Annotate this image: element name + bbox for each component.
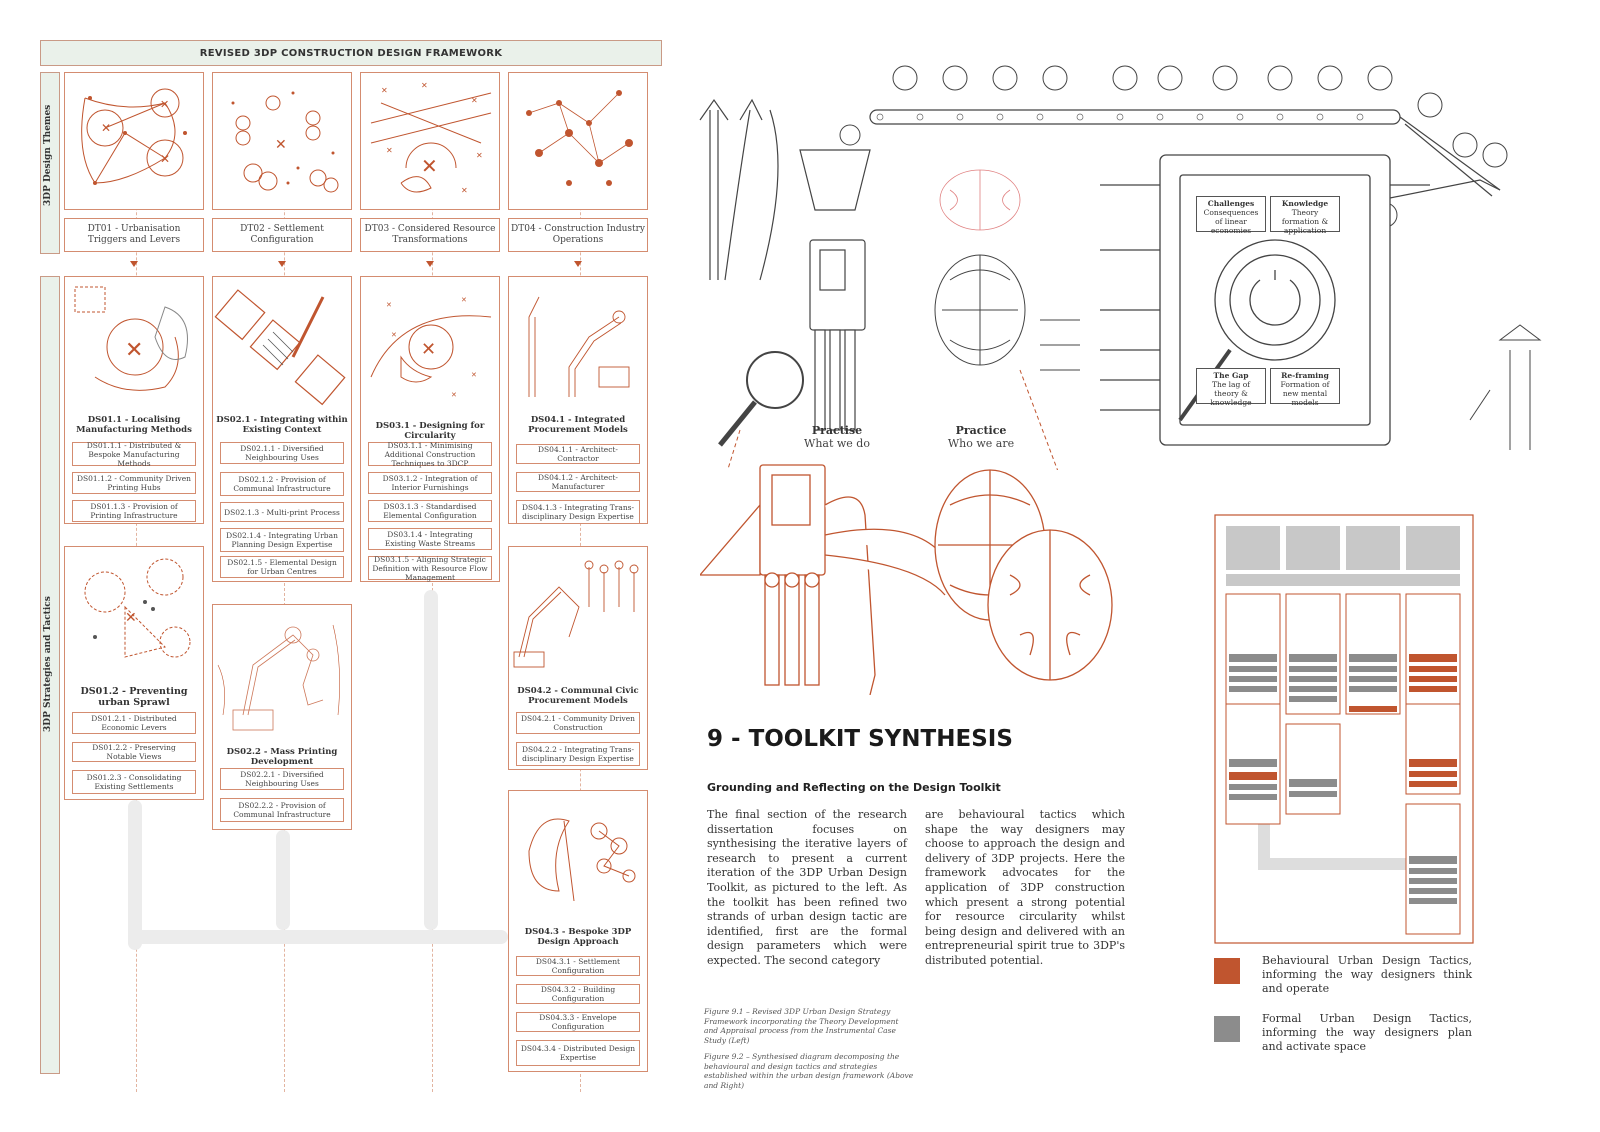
- tactic-item: DS02.1.3 - Multi-print Process: [220, 502, 344, 522]
- practise-what-label: [782, 424, 892, 450]
- svg-text:✕: ✕: [451, 391, 457, 399]
- svg-text:✕: ✕: [386, 146, 393, 155]
- tactic-item: DS02.2.1 - Diversified Neighbouring Uses: [220, 768, 344, 790]
- reframing-title: Re-framing: [1281, 371, 1329, 380]
- tactic-item: DS01.1.2 - Community Driven Printing Hubs: [72, 472, 196, 494]
- tactic-item: DS02.1.1 - Diversified Neighbouring Uses: [220, 442, 344, 464]
- tactics-matrix-diagram: [1214, 514, 1474, 944]
- section-title: 9 - TOOLKIT SYNTHESIS: [707, 726, 1013, 752]
- svg-text:✕: ✕: [101, 121, 112, 135]
- challenges-text: Consequences of linear economies: [1203, 208, 1259, 235]
- svg-text:✕: ✕: [160, 98, 170, 111]
- strategy-illustration: [509, 277, 647, 413]
- theme-illustration-dt02: [212, 72, 352, 210]
- strategies-band-label: 3DP Strategies and Tactics: [43, 596, 53, 732]
- strategy-illustration: [65, 277, 203, 413]
- strategy-card-ds04-2: [508, 546, 648, 770]
- reframing-box: [1270, 368, 1340, 407]
- figure-caption-2: Figure 9.2 – Synthesised diagram decomposing the behavioural and design tactics and strategies established within the urban design framework (Above and Right): [704, 1052, 914, 1090]
- arrow-down-icon: [426, 261, 434, 267]
- practise-who-title: Practice: [955, 424, 1007, 437]
- strategy-illustration: [65, 547, 203, 683]
- strategy-title: DS02.2 - Mass Printing Development: [226, 747, 338, 767]
- toolkit-machine-illustration: [680, 50, 1560, 470]
- tactic-item: DS03.1.4 - Integrating Existing Waste Streams: [368, 528, 492, 550]
- legend-behavioural-swatch: [1214, 958, 1240, 984]
- gap-title: The Gap: [1213, 371, 1249, 380]
- tactic-item: DS01.2.2 - Preserving Notable Views: [72, 742, 196, 762]
- tactic-item: DS03.1.5 - Aligning Strategic Definition with Resource Flow Management: [368, 556, 492, 580]
- theme-illustration-dt04: [508, 72, 648, 210]
- tactic-item: DS03.1.3 - Standardised Elemental Configuration: [368, 500, 492, 522]
- strategy-title: DS04.2 - Communal Civic Procurement Models: [517, 686, 639, 706]
- reframing-text: Formation of new mental models: [1280, 380, 1330, 407]
- theme-label-dt02: DT02 - Settlement Configuration: [212, 218, 352, 252]
- strategy-title: DS01.2 - Preventing urban Sprawl: [80, 686, 188, 708]
- tactic-item: DS04.2.2 - Integrating Trans-disciplinary Design Expertise: [516, 742, 640, 766]
- theme-label-dt03: DT03 - Considered Resource Transformations: [360, 218, 500, 252]
- body-paragraph-2: are behavioural tactics which shape the way designers may choose to approach the design and delivery of 3DP projects. Here the framework advocates for the application of 3DP construction which present a strong potential for resource circularity whilst being design and delivered with an entrepreneurial spirit true to 3DP's distributed potential.: [925, 808, 1125, 967]
- strategy-title: DS03.1 - Designing for Circularity: [375, 421, 485, 441]
- svg-text:✕: ✕: [476, 151, 483, 160]
- tactic-item: DS04.3.2 - Building Configuration: [516, 984, 640, 1004]
- challenges-title: Challenges: [1207, 199, 1255, 208]
- strategy-card-ds02-2: [212, 604, 352, 830]
- tactic-item: DS01.1.3 - Provision of Printing Infrastructure: [72, 500, 196, 522]
- figure-caption-1: Figure 9.1 – Revised 3DP Urban Design Strategy Framework incorporating the Theory Development and Appraisal process from the Instrumental Case Study (Left): [704, 1007, 899, 1045]
- practise-who-label: [926, 424, 1036, 450]
- practise-what-sub: What we do: [804, 437, 870, 450]
- body-paragraph-1: The final section of the research dissertation focuses on synthesising the iterative layers of research to present a current iteration of the 3DP Urban Design Toolkit, as pictured to the left. As the toolkit has been refined two strands of urban design tactic are identified, first are the formal design parameters which were expected. The second category: [707, 808, 907, 967]
- tactic-item: DS04.2.1 - Community Driven Construction: [516, 712, 640, 734]
- theme-label-dt01: DT01 - Urbanisation Triggers and Levers: [64, 218, 204, 252]
- knowledge-text: Theory formation & application: [1281, 208, 1329, 235]
- gap-box: [1196, 368, 1266, 407]
- tactic-item: DS03.1.2 - Integration of Interior Furnishings: [368, 472, 492, 494]
- tactic-item: DS04.1.1 - Architect-Contractor: [516, 444, 640, 464]
- challenges-box: [1196, 196, 1266, 235]
- practise-who-sub: Who we are: [947, 437, 1015, 450]
- svg-text:✕: ✕: [391, 331, 397, 339]
- tactic-item: DS02.1.4 - Integrating Urban Planning Design Expertise: [220, 528, 344, 552]
- arrow-down-icon: [278, 261, 286, 267]
- strategy-illustration: [509, 791, 647, 927]
- svg-text:✕: ✕: [461, 186, 468, 195]
- tactic-item: DS01.1.1 - Distributed & Bespoke Manufacturing Methods: [72, 442, 196, 466]
- tactic-item: DS04.1.2 - Architect-Manufacturer: [516, 472, 640, 492]
- flow-pipe: [128, 800, 142, 950]
- svg-text:✕: ✕: [381, 86, 388, 95]
- tactic-item: DS01.2.1 - Distributed Economic Levers: [72, 712, 196, 734]
- theme-label-dt04: DT04 - Construction Industry Operations: [508, 218, 648, 252]
- toolkit-machine-detail-illustration: [700, 455, 1120, 695]
- arrow-down-icon: [130, 261, 138, 267]
- strategy-illustration: [509, 547, 647, 683]
- arrow-down-icon: [574, 261, 582, 267]
- flow-pipe: [128, 930, 508, 944]
- svg-text:✕: ✕: [471, 371, 477, 379]
- strategy-illustration: [361, 277, 499, 413]
- legend-formal-text: Formal Urban Design Tactics, informing the way designers plan and activate space: [1262, 1012, 1472, 1053]
- theme-illustration-dt01: [64, 72, 204, 210]
- tactic-item: DS03.1.1 - Minimising Additional Construction Techniques to 3DCP: [368, 442, 492, 466]
- tactic-item: DS04.1.3 - Integrating Trans-disciplinary Design Expertise: [516, 500, 640, 524]
- section-subtitle: Grounding and Reflecting on the Design Toolkit: [707, 781, 1001, 794]
- themes-band-label: 3DP Design Themes: [43, 104, 53, 206]
- tactic-item: DS02.1.5 - Elemental Design for Urban Centres: [220, 556, 344, 578]
- svg-text:✕: ✕: [125, 338, 144, 363]
- tactic-item: DS04.3.1 - Settlement Configuration: [516, 956, 640, 976]
- flow-pipe: [424, 590, 438, 930]
- flow-pipe: [276, 830, 290, 930]
- svg-text:✕: ✕: [386, 301, 392, 309]
- svg-text:✕: ✕: [275, 137, 287, 153]
- svg-text:✕: ✕: [421, 154, 438, 178]
- tactic-item: DS04.3.4 - Distributed Design Expertise: [516, 1040, 640, 1066]
- svg-text:✕: ✕: [125, 610, 137, 626]
- svg-text:✕: ✕: [421, 339, 437, 360]
- svg-text:✕: ✕: [421, 81, 428, 90]
- svg-text:✕: ✕: [461, 296, 467, 304]
- theme-illustration-dt03: [360, 72, 500, 210]
- practise-what-title: Practise: [811, 424, 863, 437]
- tactic-item: DS04.3.3 - Envelope Configuration: [516, 1012, 640, 1032]
- strategy-title: DS04.3 - Bespoke 3DP Design Approach: [524, 927, 632, 947]
- tactic-item: DS02.1.2 - Provision of Communal Infrastructure: [220, 472, 344, 496]
- legend-behavioural-text: Behavioural Urban Design Tactics, informing the way designers think and operate: [1262, 954, 1472, 995]
- legend-formal-swatch: [1214, 1016, 1240, 1042]
- svg-text:✕: ✕: [471, 96, 478, 105]
- strategy-title: DS01.1 - Localising Manufacturing Methods: [76, 415, 192, 435]
- strategy-title: DS04.1 - Integrated Procurement Models: [528, 415, 628, 435]
- strategy-illustration: [213, 277, 351, 413]
- framework-header: REVISED 3DP CONSTRUCTION DESIGN FRAMEWORK: [40, 40, 662, 66]
- knowledge-box: [1270, 196, 1340, 235]
- tactic-item: DS01.2.3 - Consolidating Existing Settlements: [72, 770, 196, 794]
- knowledge-title: Knowledge: [1281, 199, 1329, 208]
- strategy-title: DS02.1 - Integrating within Existing Context: [216, 415, 348, 435]
- tactic-item: DS02.2.2 - Provision of Communal Infrastructure: [220, 798, 344, 822]
- gap-text: The lag of theory & knowledge: [1210, 380, 1252, 407]
- strategy-illustration: [213, 605, 351, 741]
- svg-text:✕: ✕: [160, 152, 171, 166]
